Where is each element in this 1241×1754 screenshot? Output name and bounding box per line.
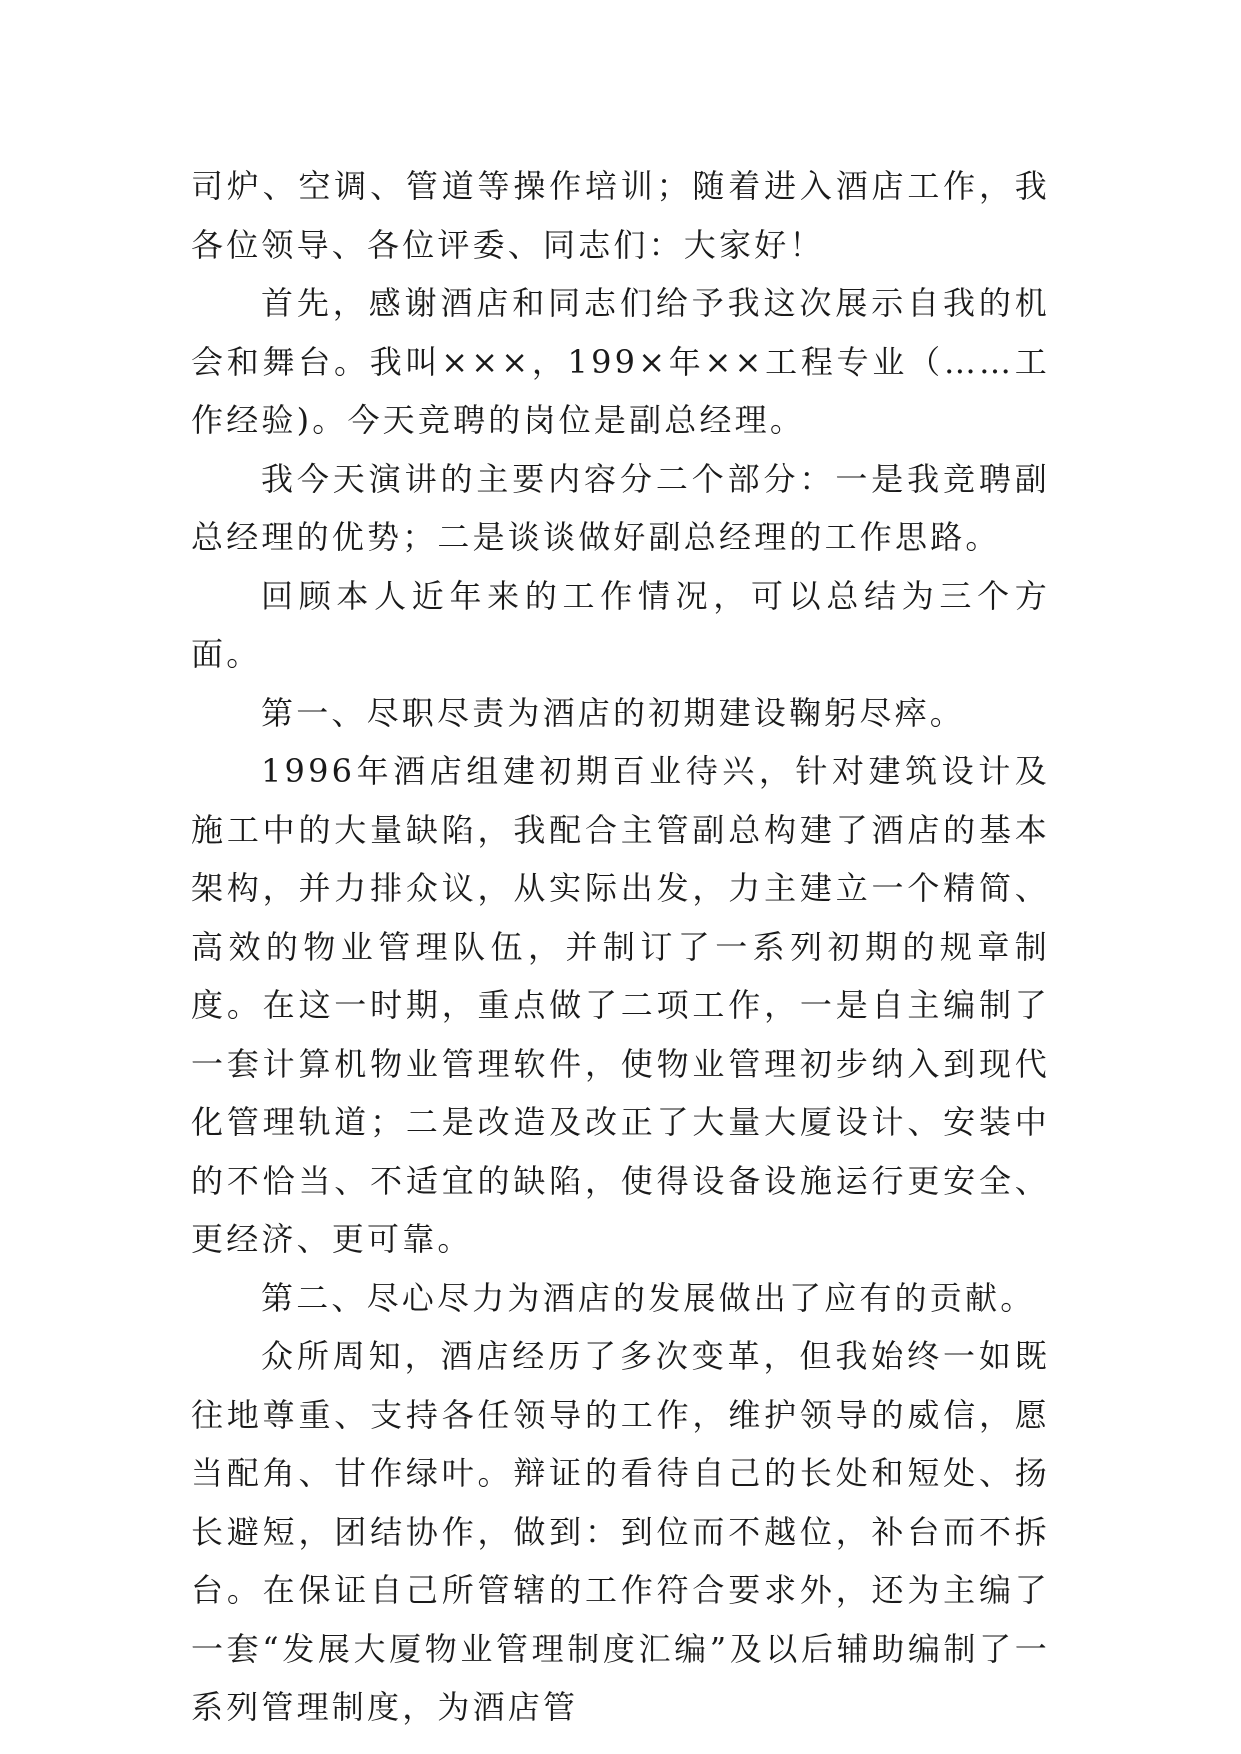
section-heading-1: 第一、尽职尽责为酒店的初期建设鞠躬尽瘁。 (261, 693, 966, 732)
paragraph-6: 众所周知，酒店经历了多次变革，但我始终一如既往地尊重、支持各任领导的工作，维护领导的威信，愿当配角、甘作绿叶。辩证的看待自己的长处和短处、扬长避短，团结协作，做到：到位而不越位，补台而不拆台。在保证自己所管辖的工作符合要求外，还为主编了一套“发展大厦物业管理制度汇编”及以后辅助编制了一系列管理制度，为酒店管 (191, 1337, 1050, 1726)
document-body (191, 157, 1050, 1737)
paragraph-2: 首先，感谢酒店和同志们给予我这次展示自我的机会和舞台。我叫×××，199×年××工程专业（……工作经验)。今天竞聘的岗位是副总经理。 (191, 284, 1050, 439)
paragraph-4: 回顾本人近年来的工作情况，可以总结为三个方面。 (191, 576, 1050, 673)
paragraph-3: 我今天演讲的主要内容分二个部分：一是我竞聘副总经理的优势；二是谈谈做好副总经理的工作思路。 (191, 459, 1050, 556)
paragraph-5: 1996年酒店组建初期百业待兴，针对建筑设计及施工中的大量缺陷，我配合主管副总构建了酒店的基本架构，并力排众议，从实际出发，力主建立一个精简、高效的物业管理队伍，并制订了一系列初期的规章制度。在这一时期，重点做了二项工作，一是自主编制了一套计算机物业管理软件，使物业管理初步纳入到现代化管理轨道；二是改造及改正了大量大厦设计、安装中的不恰当、不适宜的缺陷，使得设备设施运行更安全、更经济、更可靠。 (191, 752, 1050, 1258)
section-heading-2: 第二、尽心尽力为酒店的发展做出了应有的贡献。 (261, 1278, 1036, 1317)
paragraph-1: 司炉、空调、管道等操作培训；随着进入酒店工作，我各位领导、各位评委、同志们：大家好！ (191, 167, 1050, 264)
